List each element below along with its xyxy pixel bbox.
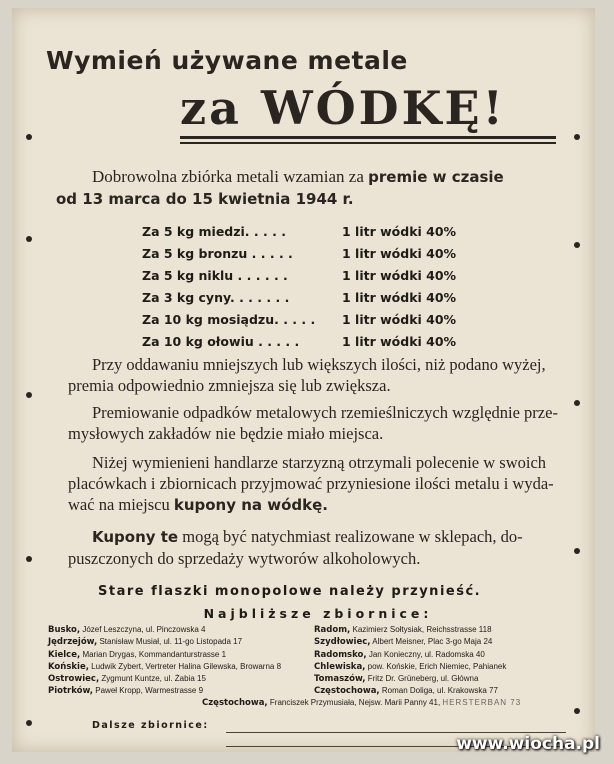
rate-metal: Za 3 kg cyny. . . . . . . [142, 289, 290, 305]
paragraph-industrial [68, 402, 568, 444]
poster [12, 8, 595, 752]
dealer-detail: Albert Meisner, Plac 3-go Maja 24 [370, 637, 493, 647]
paragraph-line: puszczonych do sprzedaży wytworów alkoholowych. [68, 549, 421, 568]
paragraph-line: premia odpowiednio zmniejsza się lub zwiększa. [68, 376, 391, 395]
dealer-detail: Fritz Dr. Grüneberg, ul. Główna [365, 674, 479, 684]
rate-metal: Za 10 kg mosiądzu. . . . . [142, 311, 316, 327]
pin-dot [574, 400, 580, 406]
rate-row [142, 220, 482, 242]
rate-row [142, 264, 482, 286]
town-name: Radom, [314, 625, 351, 635]
collection-title: Najbliższe zbiornice: [203, 606, 433, 621]
paragraph-line: placówkach i zbiornicach przyjmować przyniesione ilości metalu i wyda- [68, 474, 554, 493]
intro-bold: premie w czasie [368, 168, 504, 186]
town-name: Piotrków, [48, 686, 94, 697]
collection-entry [314, 649, 574, 661]
rate-row [142, 286, 482, 308]
paragraph-dealers [68, 452, 568, 516]
pin-dot [26, 556, 32, 562]
bottles-notice: Stare flaszki monopolowe należy przynieść. [98, 584, 482, 599]
collection-entry [48, 685, 308, 697]
blank-fill-line [226, 732, 566, 733]
dealer-detail: Franciszek Przymusiała, Nejsw. Marii Panny 41, [267, 698, 441, 707]
collection-entry [314, 673, 574, 685]
headline-main: za WÓDKĘ! [180, 81, 506, 135]
dealer-detail: Józef Leszczyna, ul. Pinczowska 4 [80, 625, 206, 634]
paragraph-line: mysłowych zakładów nie będzie miało miejsca. [68, 424, 384, 443]
rate-metal: Za 5 kg bronzu . . . . . [142, 245, 293, 261]
collection-entry [314, 636, 574, 648]
rate-row [142, 242, 482, 264]
rate-reward: 1 litr wódki 40% [342, 245, 457, 261]
collection-entry [48, 661, 308, 673]
headline-top: Wymień używane metale [46, 46, 408, 75]
pin-dot [574, 134, 580, 140]
town-name: Kielce, [48, 649, 81, 660]
dealer-detail: Stanisław Musiał, ul. 11-go Listopada 17 [97, 637, 243, 647]
dealer-detail: Marian Drygas, Kommandanturstrasse 1 [80, 649, 227, 659]
rate-reward: 1 litr wódki 40% [342, 289, 457, 305]
dealer-detail: Zygmunt Kuntze, ul. Żabia 15 [99, 674, 206, 684]
collection-entry [48, 624, 308, 636]
rate-metal: Za 5 kg niklu . . . . . . [142, 267, 288, 283]
town-name: Ostrowiec, [48, 674, 100, 685]
paragraph-coupons [68, 526, 568, 569]
collection-entry [314, 661, 574, 673]
paragraph-line: Premiowanie odpadków metalowych rzemieślniczych względnie prze- [92, 403, 558, 422]
pin-dot [574, 708, 580, 714]
town-name: Szydłowiec, [314, 637, 371, 648]
collection-entry [314, 685, 574, 697]
town-name: Jędrzejów, [48, 637, 98, 648]
pin-dot [574, 242, 580, 248]
town-name: Częstochowa, [314, 686, 380, 697]
dealer-detail: Roman Doliga, ul. Krakowska 77 [379, 686, 498, 696]
rate-row [142, 330, 482, 352]
pin-dot [26, 720, 32, 726]
intro-plain: Dobrowolna zbiórka metali wzamian za [92, 167, 369, 186]
dealer-detail: Ludwik Zybert, Vertreter Halina Gilewska, Browarna 8 [88, 661, 282, 671]
pin-dot [26, 236, 32, 242]
town-name: Końskie, [48, 661, 89, 672]
title-underline [180, 136, 556, 139]
title-underline [180, 142, 556, 144]
paragraph-quantity [68, 354, 568, 396]
intro-dates: od 13 marca do 15 kwietnia 1944 r. [56, 190, 354, 208]
further-collection-label: Dalsze zbiornice: [92, 720, 209, 731]
rate-reward: 1 litr wódki 40% [342, 311, 457, 327]
pin-dot [574, 548, 580, 554]
dealer-detail: Kazimierz Sołtysiak, Reichsstrasse 118 [350, 625, 492, 634]
town-name: Radomsko, [314, 649, 367, 660]
town-name: Busko, [48, 625, 81, 635]
rate-reward: 1 litr wódki 40% [342, 333, 457, 349]
dealer-detail: Paweł Kropp, Warmestrasse 9 [93, 686, 204, 696]
rate-row [142, 308, 482, 330]
rate-metal: Za 10 kg ołowiu . . . . . [142, 333, 300, 349]
paragraph-line: mogą być natychmiast realizowane w sklepach, do- [178, 527, 523, 546]
coupon-emphasis: kupony na wódkę. [173, 496, 328, 514]
collection-list-left [48, 624, 308, 698]
coupon-emphasis: Kupony te [92, 528, 179, 546]
pin-dot [26, 392, 32, 398]
paragraph-line: wać na miejscu [68, 495, 174, 514]
paragraph-line: Przy oddawaniu mniejszych lub większych ilości, niż podano wyżej, [92, 355, 546, 374]
intro-text [56, 166, 566, 210]
collection-entry [202, 698, 542, 708]
town-name: Częstochowa, [202, 698, 268, 708]
ink-stamp: HERSTERBAN 73 [442, 698, 522, 707]
dealer-detail: pow. Końskie, Erich Niemiec, Pahianek [365, 661, 507, 671]
collection-entry [48, 673, 308, 685]
collection-entry [48, 636, 308, 648]
site-watermark: www.wiocha.pl [456, 734, 600, 754]
collection-entry [314, 624, 574, 636]
dealer-detail: Jan Konieczny, ul. Radomska 40 [366, 649, 485, 659]
rate-metal: Za 5 kg miedzi. . . . . [142, 223, 286, 239]
town-name: Chlewiska, [314, 661, 366, 672]
collection-entry [48, 649, 308, 661]
rate-reward: 1 litr wódki 40% [342, 267, 457, 283]
pin-dot [26, 134, 32, 140]
paragraph-line: Niżej wymienieni handlarze starzyzną otrzymali polecenie w swoich [92, 453, 547, 472]
collection-list-right [314, 624, 574, 698]
rate-reward: 1 litr wódki 40% [342, 223, 457, 239]
town-name: Tomaszów, [314, 674, 366, 685]
rate-table [142, 220, 482, 352]
